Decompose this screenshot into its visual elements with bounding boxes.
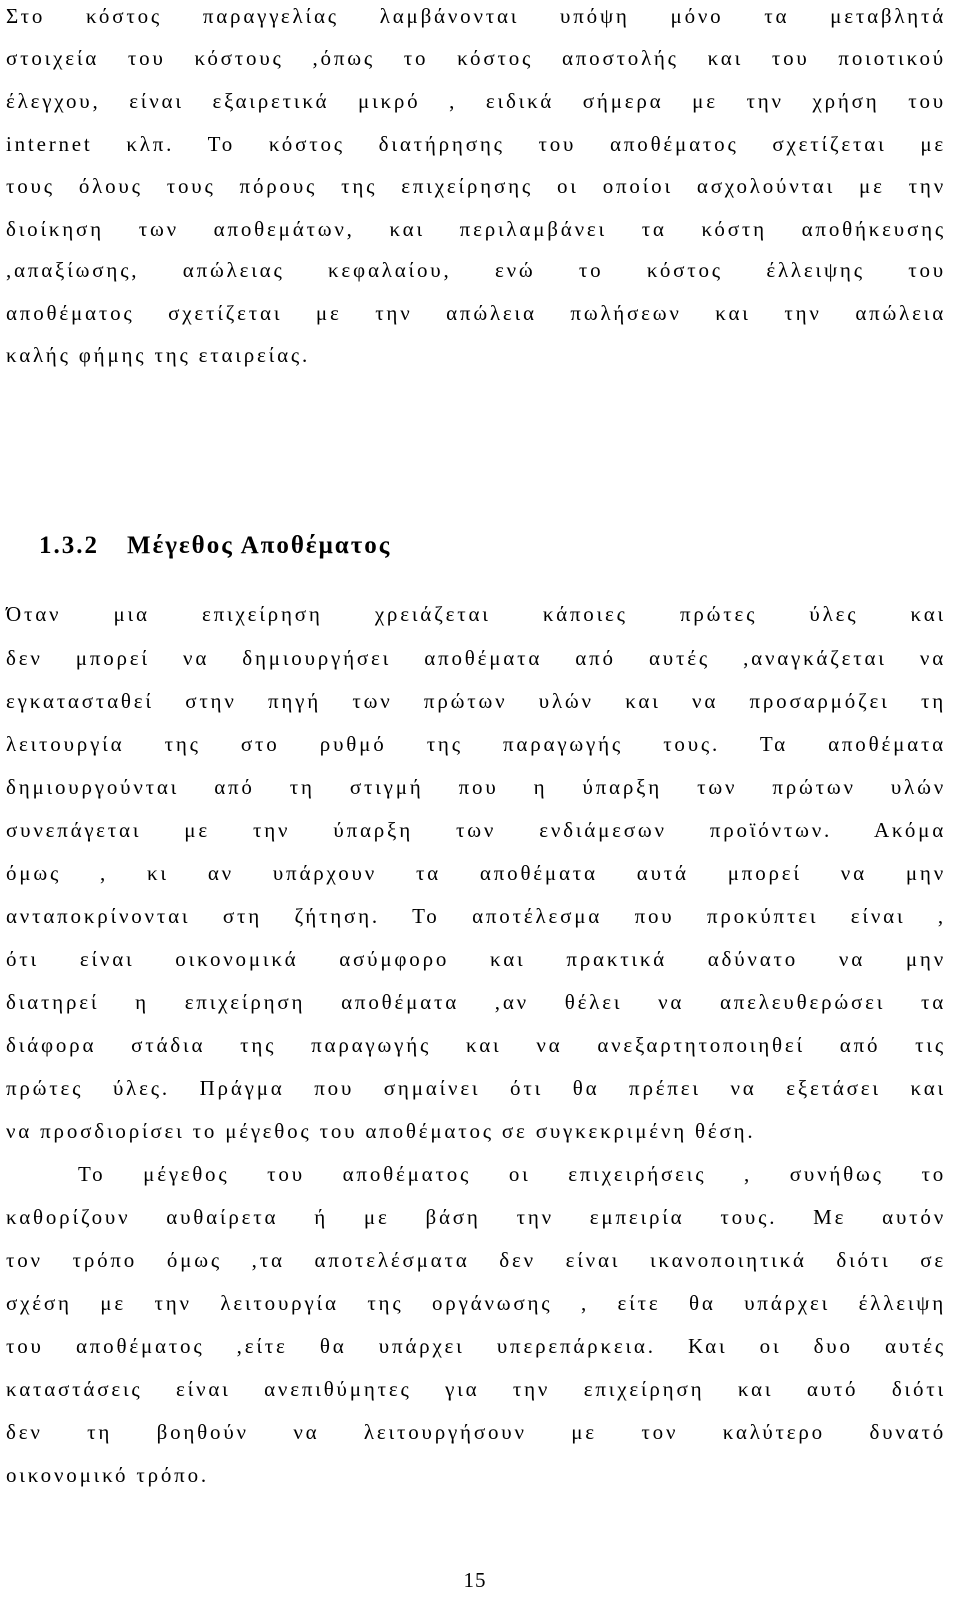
paragraph-1-line: έλεγχου, είναι εξαιρετικά μικρό , ειδικά σήμερα με την χρήση του bbox=[6, 89, 946, 113]
paragraph-3-line: καθορίζουν αυθαίρετα ή με βάση την εμπειρία τους. Με αυτόν bbox=[6, 1205, 946, 1229]
paragraph-2-line: δεν μπορεί να δημιουργήσει αποθέματα από αυτές ,αναγκάζεται να bbox=[6, 646, 946, 670]
paragraph-2-line: ότι είναι οικονομικά ασύμφορο και πρακτικά αδύνατο να μην bbox=[6, 947, 946, 971]
paragraph-2-line: διάφορα στάδια της παραγωγής και να ανεξαρτητοποιηθεί από τις bbox=[6, 1033, 946, 1057]
section-heading bbox=[6, 504, 391, 588]
paragraph-1-line: καλής φήμης της εταιρείας. bbox=[6, 343, 311, 367]
paragraph-2-line: συνεπάγεται με την ύπαρξη των ενδιάμεσων προϊόντων. Ακόμα bbox=[6, 818, 946, 842]
paragraph-3-line: του αποθέματος ,είτε θα υπάρχει υπερεπάρκεια. Και οι δυο αυτές bbox=[6, 1334, 946, 1358]
paragraph-1-line: internet κλπ. Το κόστος διατήρησης του αποθέματος σχετίζεται με bbox=[6, 132, 946, 156]
paragraph-2-line: διατηρεί η επιχείρηση αποθέματα ,αν θέλει να απελευθερώσει τα bbox=[6, 990, 946, 1014]
paragraph-2-line: εγκατασταθεί στην πηγή των πρώτων υλών και να προσαρμόζει τη bbox=[6, 689, 946, 713]
paragraph-3-line: καταστάσεις είναι ανεπιθύμητες για την επιχείρηση και αυτό διότι bbox=[6, 1377, 946, 1401]
paragraph-3-line: τον τρόπο όμως ,τα αποτελέσματα δεν είναι ικανοποιητικά διότι σε bbox=[6, 1248, 946, 1272]
section-title: Μέγεθος Αποθέματος bbox=[127, 532, 392, 559]
paragraph-2-line: λειτουργία της στο ρυθμό της παραγωγής τους. Τα αποθέματα bbox=[6, 732, 946, 756]
paragraph-1-line: στοιχεία του κόστους ,όπως το κόστος αποστολής και του ποιοτικού bbox=[6, 46, 946, 70]
paragraph-1-line: Στο κόστος παραγγελίας λαμβάνονται υπόψη μόνο τα μεταβλητά bbox=[6, 4, 946, 28]
paragraph-2-line: Όταν μια επιχείρηση χρειάζεται κάποιες πρώτες ύλες και bbox=[6, 602, 946, 626]
paragraph-1-line: τους όλους τους πόρους της επιχείρησης οι οποίοι ασχολούνται με την bbox=[6, 174, 946, 198]
paragraph-2-line: να προσδιορίσει το μέγεθος του αποθέματος σε συγκεκριμένη θέση. bbox=[6, 1119, 756, 1143]
paragraph-1-line: αποθέματος σχετίζεται με την απώλεια πωλήσεων και την απώλεια bbox=[6, 301, 946, 325]
page-number: 15 bbox=[463, 1568, 487, 1592]
paragraph-1-line: διοίκηση των αποθεμάτων, και περιλαμβάνει τα κόστη αποθήκευσης bbox=[6, 217, 946, 241]
paragraph-2-line: όμως , κι αν υπάρχουν τα αποθέματα αυτά μπορεί να μην bbox=[6, 861, 946, 885]
paragraph-3-line: σχέση με την λειτουργία της οργάνωσης , είτε θα υπάρχει έλλειψη bbox=[6, 1291, 946, 1315]
paragraph-2-line: πρώτες ύλες. Πράγμα που σημαίνει ότι θα πρέπει να εξετάσει και bbox=[6, 1076, 946, 1100]
paragraph-3-line: οικονομικό τρόπο. bbox=[6, 1463, 209, 1487]
section-number: 1.3.2 bbox=[39, 532, 99, 559]
paragraph-3-line: Το μέγεθος του αποθέματος οι επιχειρήσεις , συνήθως το bbox=[78, 1162, 946, 1186]
paragraph-3-line: δεν τη βοηθούν να λειτουργήσουν με τον καλύτερο δυνατό bbox=[6, 1420, 946, 1444]
paragraph-1-line: ,απαξίωσης, απώλειας κεφαλαίου, ενώ το κόστος έλλειψης του bbox=[6, 258, 946, 282]
paragraph-2-line: δημιουργούνται από τη στιγμή που η ύπαρξη των πρώτων υλών bbox=[6, 775, 946, 799]
paragraph-2-line: ανταποκρίνονται στη ζήτηση. Το αποτέλεσμα που προκύπτει είναι , bbox=[6, 904, 946, 928]
